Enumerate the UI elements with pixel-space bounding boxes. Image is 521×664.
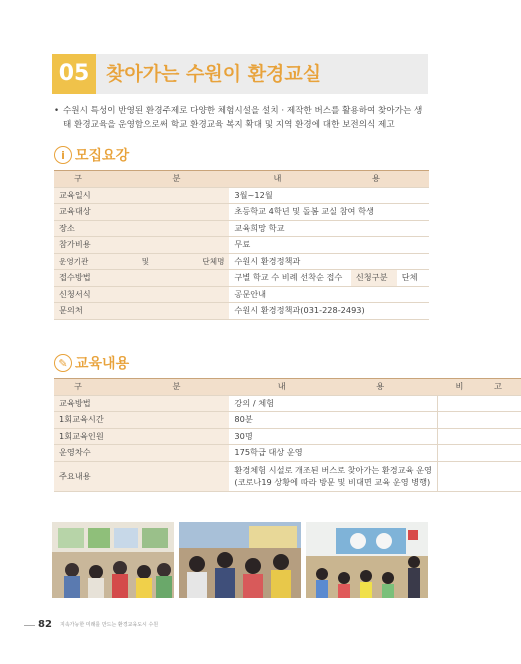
content-table [54,378,521,492]
row-value: 초등학교 4학년 및 돌봄 교실 참여 학생 [229,204,429,221]
table-row [54,270,429,287]
header-content: 내 용 [229,379,437,396]
table-row [54,220,429,237]
table-row [54,428,521,445]
row-value-line2: (코로나19 상황에 따라 방문 및 비대면 교육 운영 병행) [234,477,431,487]
table-row [54,237,429,254]
row-label: 접수방법 [59,272,91,283]
row-value: 교육희망 학교 [229,220,429,237]
footer-divider [24,625,35,626]
table-row [54,395,521,412]
row-label: 운영기관 및 단체명 [59,256,225,266]
photo-bus-classroom [52,522,174,598]
footer-text: 지속가능한 미래를 만드는 환경교육도시 수원 [60,622,159,628]
section-heading-content [54,352,129,374]
table-row [54,253,429,270]
row-value: 환경체험 시설로 개조된 버스로 찾아가는 환경교육 운영 [234,465,432,475]
row-value: 3월~12월 [229,187,429,204]
row-label: 주요내용 [59,470,91,481]
header-content: 내 용 [229,171,429,188]
row-value: 구별 학교 수 비례 선착순 접수 [229,270,350,287]
table-row [54,187,429,204]
table-row [54,461,521,491]
table-row [54,412,521,429]
page-number: 82 [38,619,52,630]
row-note [437,395,520,412]
row-label: 교육대상 [59,206,91,217]
intro-paragraph [54,104,430,132]
row-label: 문의처 [59,305,83,316]
row-value: 강의 / 체험 [229,395,437,412]
row-label-2: 신청구분 [355,272,388,283]
row-value: 80분 [229,412,437,429]
section-title: 교육내용 [75,356,130,372]
row-label: 교육일시 [59,189,91,200]
info-icon: i [54,146,72,164]
row-value: 30명 [229,428,437,445]
table-row [54,303,429,320]
row-value: 175학급 대상 운영 [229,445,437,462]
row-label: 참가비용 [59,239,91,250]
row-label: 신청서식 [59,288,91,299]
row-label: 운영차수 [59,447,91,458]
header-note: 비 고 [437,379,520,396]
row-note [437,445,520,462]
photo-students-activity [179,522,301,598]
row-value: 수원시 환경정책과(031-228-2493) [229,303,429,320]
row-label: 1회교육시간 [59,414,104,425]
bullet-icon: • [54,106,60,116]
table-header-row [54,379,521,396]
table-row [54,204,429,221]
photo-classroom-lesson [306,522,428,598]
row-label: 1회교육인원 [59,430,104,441]
row-label: 교육방법 [59,397,91,408]
row-value: 무료 [229,237,429,254]
row-value-2: 단체 [397,270,429,287]
section-number-badge: 05 [52,54,96,94]
row-note [437,412,520,429]
row-value: 공문안내 [229,286,429,303]
row-note [437,461,520,491]
row-value: 수원시 환경정책과 [229,253,429,270]
header-category: 구 분 [54,171,229,188]
section-title: 모집요강 [75,148,130,164]
recruit-table [54,170,429,320]
row-note [437,428,520,445]
row-label: 장소 [59,222,75,233]
table-row [54,445,521,462]
section-heading-recruit [54,144,129,166]
header-category: 구 분 [54,379,229,396]
table-header-row [54,171,429,188]
page-title: 찾아가는 수원이 환경교실 [106,63,322,85]
table-row [54,286,429,303]
intro-text: 수원시 특성이 반영된 환경주제로 다양한 체험시설을 설치 · 제작한 버스를 활용하여 찾아가는 생태 환경교육을 운영함으로써 학교 환경교육 복지 확대 및 지역 환경에 대한 보전의식 제고 [63,106,423,130]
pencil-icon: ✎ [54,354,72,372]
